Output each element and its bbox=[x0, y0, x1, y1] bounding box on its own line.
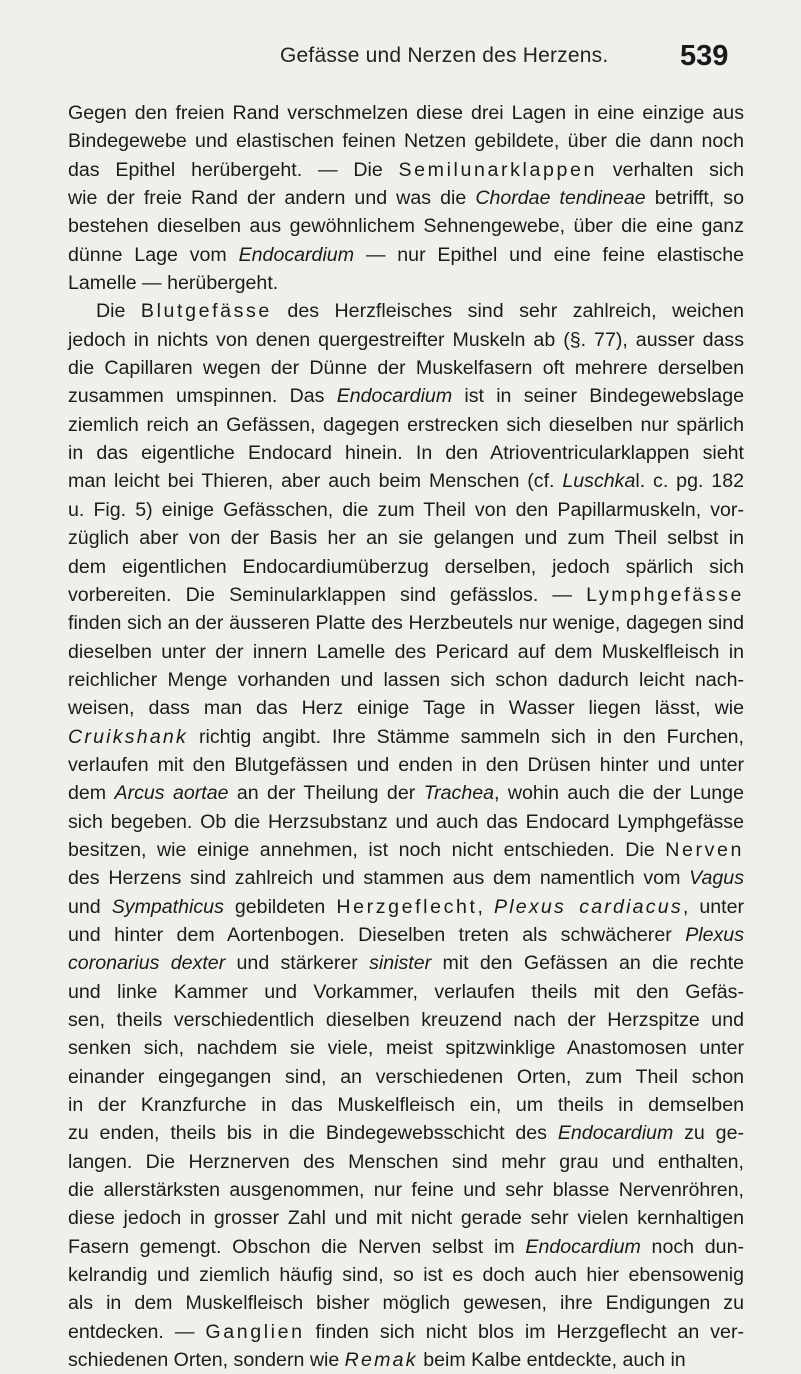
text-span: an der Theilung der bbox=[228, 782, 424, 805]
text-span: , wohin auch die der Lunge bbox=[494, 782, 744, 805]
text-line bbox=[68, 808, 744, 836]
text-line bbox=[68, 893, 744, 921]
text-span: mit den Gefässen an die rechte bbox=[431, 952, 744, 975]
text-line bbox=[68, 212, 744, 240]
emphasis-span: Lymphgefässe bbox=[586, 583, 744, 606]
text-line bbox=[68, 1091, 744, 1119]
text-span: die allerstärksten ausgenommen, nur feine und sehr blasse Nervenröhren, bbox=[68, 1179, 744, 1202]
text-line bbox=[68, 609, 744, 637]
text-lines bbox=[68, 99, 744, 1374]
emphasis-span: Remak bbox=[344, 1349, 418, 1372]
text-span: und stärkerer bbox=[225, 952, 370, 975]
text-span: als in dem Muskelfleisch bisher möglich gewesen, ihre Endigungen zu bbox=[68, 1292, 744, 1315]
text-span: beim Kalbe entdeckte, auch in bbox=[417, 1349, 686, 1372]
text-span: des Herzens sind zahlreich und stammen aus dem namentlich vom bbox=[68, 867, 690, 890]
emphasis-span: Chordae tendineae bbox=[475, 187, 646, 210]
text-span: Lamelle — herübergeht. bbox=[68, 272, 279, 295]
text-span: Fasern gemengt. Obschon die Nerven selbst im bbox=[68, 1235, 526, 1258]
text-line bbox=[68, 1063, 744, 1091]
text-span: gebildeten bbox=[223, 895, 337, 918]
text-line bbox=[68, 723, 744, 751]
text-span: schiedenen Orten, sondern wie bbox=[68, 1349, 345, 1372]
text-line bbox=[68, 184, 744, 212]
running-title: Gefässe und Nerzen des Herzens. bbox=[280, 44, 609, 67]
text-line bbox=[68, 1176, 744, 1204]
emphasis-span: Herzgeflecht bbox=[336, 895, 478, 918]
text-span: sen, theils verschiedentlich dieselben kreuzend nach der Herzspitze und bbox=[68, 1009, 744, 1031]
emphasis-span: sinister bbox=[369, 952, 432, 975]
body-text bbox=[68, 99, 744, 1374]
text-line bbox=[68, 241, 744, 269]
text-span: dieselben unter der innern Lamelle des Pericard auf dem Muskelfleisch in bbox=[68, 640, 744, 663]
text-line bbox=[68, 269, 744, 297]
text-line bbox=[68, 553, 744, 581]
emphasis-span: Semilunarklappen bbox=[398, 158, 597, 181]
text-line bbox=[68, 496, 744, 524]
text-span: und hinter dem Aortenbogen. Dieselben treten als schwächerer bbox=[68, 923, 686, 946]
text-line bbox=[68, 439, 744, 467]
text-span: bestehen dieselben aus gewöhnlichem Sehnengewebe, über die eine ganz bbox=[68, 215, 744, 238]
text-span: , bbox=[477, 895, 494, 918]
text-span: richtig angibt. Ihre Stämme sammeln sich in den Furchen, bbox=[188, 725, 744, 748]
text-span: züglich aber von der Basis her an sie gelangen und zum Theil selbst in bbox=[68, 527, 744, 550]
text-line bbox=[68, 666, 744, 694]
text-line bbox=[68, 354, 744, 382]
text-span: sich begeben. Ob die Herzsubstanz und auch das Endocard Lymphgefässe bbox=[68, 810, 744, 833]
text-span: reichlicher Menge vorhanden und lassen sich schon dadurch leicht nach- bbox=[68, 668, 744, 691]
text-span: ist in seiner Bindegewebslage bbox=[452, 385, 744, 408]
text-line bbox=[68, 99, 744, 127]
text-span: verhalten sich bbox=[596, 158, 744, 181]
emphasis-span: Blutgefässe bbox=[140, 300, 272, 323]
emphasis-span: Cruikshank bbox=[68, 725, 189, 748]
text-line bbox=[68, 1204, 744, 1232]
text-line bbox=[68, 326, 744, 354]
text-span: zu ge- bbox=[673, 1122, 744, 1145]
text-line bbox=[68, 864, 744, 892]
text-line bbox=[68, 1261, 744, 1289]
text-span: vorbereiten. Die Seminularklappen sind gefässlos. — bbox=[68, 583, 587, 606]
text-span: , unter bbox=[682, 895, 744, 918]
text-span: ziemlich reich an Gefässen, dagegen erstrecken sich dieselben nur spärlich bbox=[68, 413, 744, 436]
text-span: und bbox=[68, 895, 112, 918]
running-head bbox=[0, 40, 801, 84]
emphasis-span: Ganglien bbox=[205, 1320, 305, 1343]
text-span: die Capillaren wegen der Dünne der Muskelfasern oft mehrere derselben bbox=[68, 357, 744, 380]
text-line bbox=[68, 581, 744, 609]
text-span: u. Fig. 5) einige Gefässchen, die zum Theil von den Papillarmuskeln, vor- bbox=[68, 498, 744, 521]
text-span: noch dun- bbox=[640, 1235, 744, 1258]
text-line bbox=[68, 1034, 744, 1062]
emphasis-span: Plexus bbox=[685, 923, 744, 946]
text-line bbox=[68, 411, 744, 439]
text-span: diese jedoch in grosser Zahl und mit nicht gerade sehr vielen kernhaltigen bbox=[68, 1207, 744, 1230]
emphasis-span: coronarius dexter bbox=[68, 952, 226, 975]
text-span: besitzen, wie einige annehmen, ist noch nicht entschieden. Die bbox=[68, 838, 666, 861]
text-line bbox=[68, 1233, 744, 1261]
text-line bbox=[68, 1006, 744, 1034]
page-number: 539 bbox=[680, 40, 729, 72]
text-span: — nur Epithel und eine feine elastische bbox=[354, 243, 744, 266]
emphasis-span: Plexus cardiacus bbox=[493, 895, 683, 918]
text-line bbox=[68, 949, 744, 977]
text-line bbox=[68, 978, 744, 1006]
text-span: in das eigentliche Endocard hinein. In den Atrioventricularklappen sieht bbox=[68, 442, 744, 465]
text-line bbox=[68, 524, 744, 552]
text-span: langen. Die Herznerven des Menschen sind mehr grau und enthalten, bbox=[68, 1150, 744, 1173]
text-line bbox=[68, 1289, 744, 1317]
emphasis-span: Endocardium bbox=[238, 243, 355, 266]
text-span: l. c. pg. 182 bbox=[635, 470, 744, 493]
emphasis-span: Sympathicus bbox=[111, 895, 224, 918]
text-span: senken sich, nachdem sie viele, meist spitzwinklige Anastomosen unter bbox=[68, 1037, 744, 1060]
text-span: das Epithel herübergeht. — Die bbox=[68, 158, 399, 181]
emphasis-span: Nerven bbox=[665, 838, 744, 861]
text-span: Bindegewebe und elastischen feinen Netzen gebildete, über die dann noch bbox=[68, 130, 744, 153]
text-line bbox=[68, 638, 744, 666]
emphasis-span: Trachea bbox=[423, 782, 495, 805]
text-span: wie der freie Rand der andern und was die bbox=[68, 187, 476, 210]
text-span: zu enden, theils bis in die Bindegewebsschicht des bbox=[68, 1122, 558, 1145]
text-span: zusammen umspinnen. Das bbox=[68, 385, 337, 408]
text-span: des Herzfleisches sind sehr zahlreich, weichen bbox=[271, 300, 744, 323]
text-line bbox=[68, 382, 744, 410]
text-line bbox=[68, 467, 744, 495]
emphasis-span: Luschka bbox=[562, 470, 636, 493]
text-span: in der Kranzfurche in das Muskelfleisch ein, um theils in demselben bbox=[68, 1094, 744, 1117]
text-span: finden sich an der äusseren Platte des Herzbeutels nur wenige, dagegen sind bbox=[68, 612, 744, 635]
text-line bbox=[68, 127, 744, 155]
text-span: jedoch in nichts von denen quergestreifter Muskeln ab (§. 77), ausser dass bbox=[68, 328, 744, 351]
text-span: dem bbox=[68, 782, 115, 805]
text-span: und linke Kammer und Vorkammer, verlaufen theils mit den Gefäs- bbox=[68, 980, 744, 1003]
text-span: Gegen den freien Rand verschmelzen diese drei Lagen in eine einzige aus bbox=[68, 102, 744, 124]
emphasis-span: Arcus aortae bbox=[114, 782, 229, 805]
text-line bbox=[68, 921, 744, 949]
text-line bbox=[68, 694, 744, 722]
text-span: Die bbox=[96, 300, 141, 323]
text-line bbox=[68, 1148, 744, 1176]
text-line bbox=[68, 836, 744, 864]
text-line bbox=[68, 297, 744, 325]
emphasis-span: Endocardium bbox=[336, 385, 453, 408]
text-line bbox=[68, 751, 744, 779]
text-span: kelrandig und ziemlich häufig sind, so ist es doch auch hier ebensowenig bbox=[68, 1264, 744, 1287]
text-span: verlaufen mit den Blutgefässen und enden in den Drüsen hinter und unter bbox=[68, 753, 744, 776]
text-line bbox=[68, 1346, 744, 1374]
text-span: dem eigentlichen Endocardiumüberzug derselben, jedoch spärlich sich bbox=[68, 555, 744, 578]
text-span: man leicht bei Thieren, aber auch beim Menschen (cf. bbox=[68, 470, 563, 493]
text-line bbox=[68, 1119, 744, 1147]
emphasis-span: Vagus bbox=[689, 867, 744, 890]
text-line bbox=[68, 156, 744, 184]
emphasis-span: Endocardium bbox=[557, 1122, 674, 1145]
emphasis-span: Endocardium bbox=[525, 1235, 641, 1258]
text-span: entdecken. — bbox=[68, 1320, 206, 1343]
text-span: weisen, dass man das Herz einige Tage in Wasser liegen lässt, wie bbox=[68, 697, 744, 720]
text-line bbox=[68, 1318, 744, 1346]
text-span: dünne Lage vom bbox=[68, 243, 239, 266]
text-span: finden sich nicht blos im Herzgeflecht an ver- bbox=[304, 1320, 744, 1343]
text-span: betrifft, so bbox=[645, 187, 744, 210]
text-span: einander eingegangen sind, an verschiedenen Orten, zum Theil schon bbox=[68, 1065, 744, 1088]
text-line bbox=[68, 779, 744, 807]
